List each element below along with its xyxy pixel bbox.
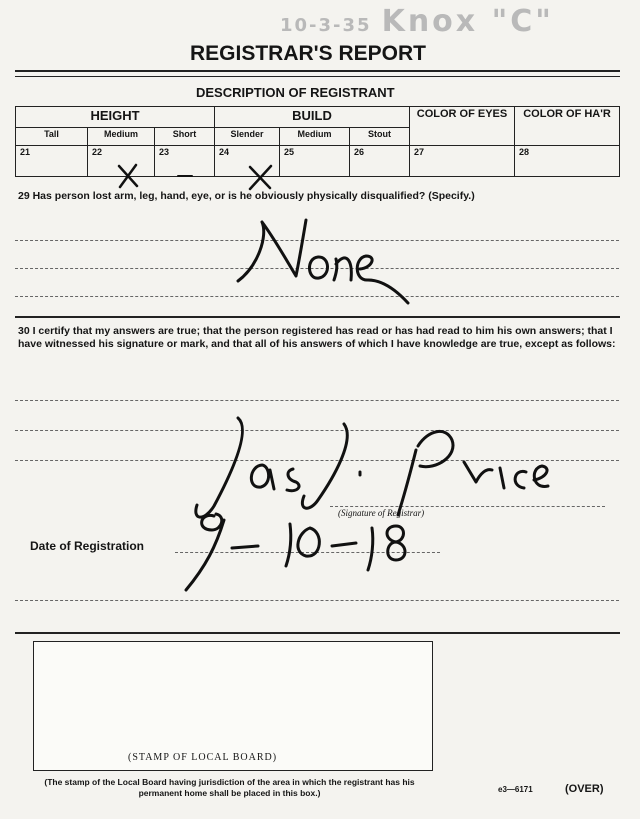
registrar-signature bbox=[196, 418, 548, 517]
height-short-label: Short bbox=[155, 128, 215, 146]
handwritten-answer-none bbox=[238, 220, 408, 303]
field-27: 27 bbox=[410, 146, 515, 177]
stamp-instructions: (The stamp of the Local Board having jurisdiction of the area in which the registrant has his permanent home shall be placed in this box.) bbox=[44, 777, 415, 798]
hair-color-header: COLOR OF HA'R bbox=[515, 107, 620, 146]
build-slender-label: Slender bbox=[215, 128, 280, 146]
archive-stamp-name: Knox "C" bbox=[381, 4, 554, 39]
archive-stamp-code: 10-3-35 bbox=[280, 15, 372, 36]
field-28: 28 bbox=[515, 146, 620, 177]
signature-caption: (Signature of Registrar) bbox=[338, 508, 425, 518]
form-number: e3—6171 bbox=[498, 785, 533, 794]
question-29: 29 Has person lost arm, leg, hand, eye, or is he obviously physically disqualified? (Specify.) bbox=[18, 190, 475, 202]
build-header: BUILD bbox=[215, 107, 410, 128]
build-slender-mark bbox=[250, 166, 271, 189]
eye-color-header: COLOR OF EYES bbox=[410, 107, 515, 146]
field-21: 21 bbox=[16, 146, 88, 177]
stamp-box-label: (STAMP OF LOCAL BOARD) bbox=[128, 752, 278, 763]
over-indicator: (OVER) bbox=[565, 783, 604, 795]
build-stout-label: Stout bbox=[350, 128, 410, 146]
field-23: 23 bbox=[155, 146, 215, 177]
field-25: 25 bbox=[280, 146, 350, 177]
height-medium-mark bbox=[119, 165, 137, 187]
build-medium-label: Medium bbox=[280, 128, 350, 146]
height-header: HEIGHT bbox=[16, 107, 215, 128]
field-22: 22 bbox=[88, 146, 155, 177]
height-medium-label: Medium bbox=[88, 128, 155, 146]
field-24: 24 bbox=[215, 146, 280, 177]
question-30: 30 I certify that my answers are true; that the person registered has read or has had read to him his own answers; that I have witnessed his signature or mark, and that all of his answers of which I have knowledge are true, except as follows: bbox=[18, 325, 616, 350]
height-tall-label: Tall bbox=[16, 128, 88, 146]
page-title: REGISTRAR'S REPORT bbox=[190, 42, 427, 65]
field-26: 26 bbox=[350, 146, 410, 177]
date-of-registration-label: Date of Registration bbox=[30, 539, 145, 553]
handwritten-registration-date bbox=[186, 514, 405, 590]
section-title: DESCRIPTION OF REGISTRANT bbox=[196, 85, 395, 100]
